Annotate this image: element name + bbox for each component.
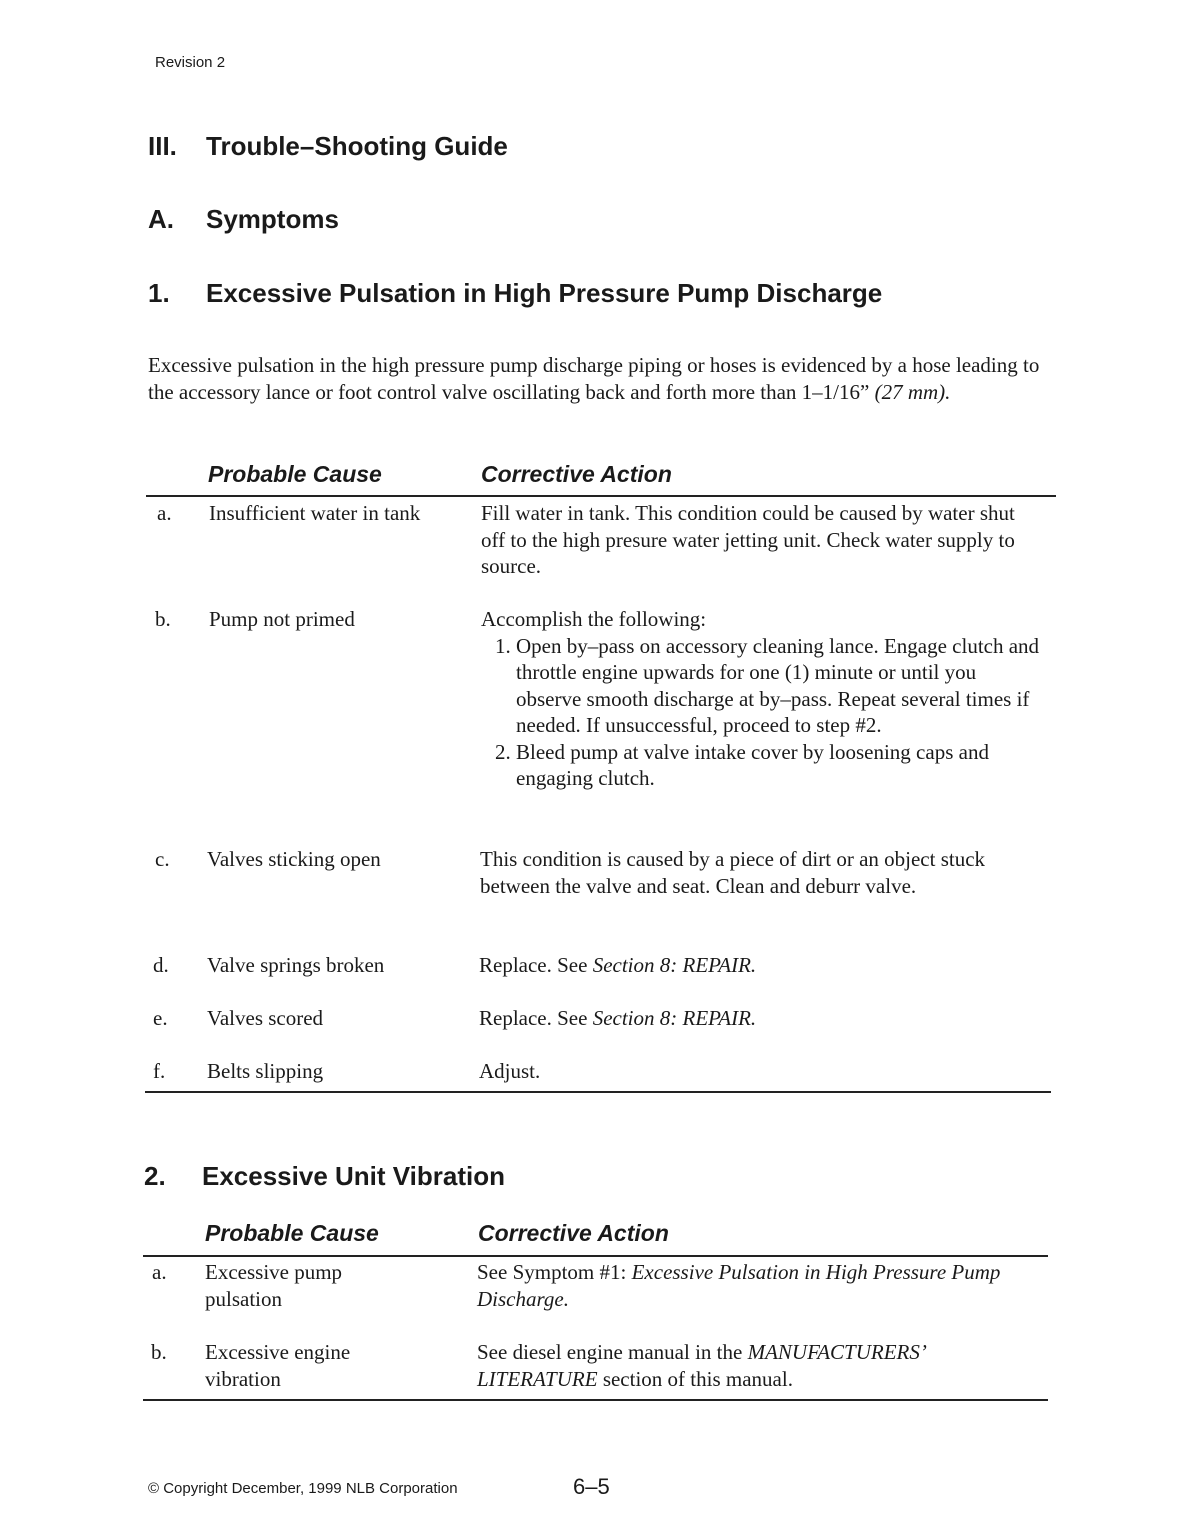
symptom1-row-f-cause: Belts slipping (207, 1059, 324, 1083)
symptom2-col-action-header: Corrective Action (478, 1220, 669, 1246)
section-title: Trouble–Shooting Guide (206, 131, 508, 161)
symptom2-row-a-cause: Excessive pump pulsation (205, 1260, 343, 1311)
symptom1-row-d-action-prefix: Replace. See (479, 953, 588, 977)
symptom1-row-f-action: Adjust. (479, 1059, 541, 1083)
symptom1-row-b-step-1: 1. Open by–pass on accessory cleaning lance. Engage clutch and throttle engine upwards for one (1) minute or until you observe smooth discharge at by–pass. Repeat several times if needed. If unsuccessful, proceed to step #2. (516, 633, 1041, 739)
symptom1-title: Excessive Pulsation in High Pressure Pump Discharge (206, 278, 883, 308)
symptom1-col-action-header: Corrective Action (481, 461, 672, 487)
symptom2-row-a-action (477, 1259, 1027, 1312)
symptom1-row-a-letter: a. (157, 501, 172, 525)
symptom2-row-a-action-ref: Excessive Pulsation in High Pressure Pump Discharge. (477, 1260, 1001, 1311)
symptom2-row-b-cause: Excessive engine vibration (205, 1340, 351, 1391)
symptom1-row-d-letter: d. (153, 953, 169, 977)
symptom1-number: 1. (148, 278, 170, 308)
symptom1-row-a-cause: Insufficient water in tank (209, 501, 421, 525)
symptom1-intro-text: Excessive pulsation in the high pressure pump discharge piping or hoses is evidenced by a hose leading to the accessory lance or foot control valve oscillating back and forth more than 1–1/16” (148, 353, 1040, 404)
symptom1-row-b-letter: b. (155, 607, 171, 631)
symptom1-row-e-action-ref: Section 8: REPAIR. (592, 1006, 757, 1030)
subsection-title: Symptoms (206, 204, 339, 234)
symptom1-header-rule (146, 495, 1056, 497)
symptom1-row-f-letter: f. (153, 1059, 166, 1083)
symptom2-bottom-rule (143, 1399, 1048, 1401)
symptom1-row-b-action (481, 606, 1041, 792)
symptom1-row-c-action: This condition is caused by a piece of dirt or an object stuck between the valve and seat. Clean and deburr valve. (480, 847, 986, 898)
symptom2-row-b-action (477, 1339, 1017, 1392)
symptom1-row-b-action-intro: Accomplish the following: (481, 607, 707, 631)
symptom2-title: Excessive Unit Vibration (202, 1161, 505, 1191)
symptom1-row-e-action (479, 1005, 1024, 1032)
symptom1-row-c-letter: c. (155, 847, 170, 871)
symptom1-intro-metric: (27 mm). (874, 380, 951, 404)
symptom1-bottom-rule (145, 1091, 1051, 1093)
symptom2-number: 2. (144, 1161, 166, 1191)
symptom1-row-c-cause: Valves sticking open (207, 847, 381, 871)
symptom1-row-b-steps (481, 633, 1041, 792)
symptom2-row-b-action-suffix: section of this manual. (602, 1366, 793, 1391)
symptom1-row-e-letter: e. (153, 1006, 168, 1030)
symptom2-row-a-action-prefix: See Symptom #1: (477, 1260, 627, 1284)
symptom1-row-b-cause: Pump not primed (209, 607, 355, 631)
symptom2-row-b-action-prefix: See diesel engine manual in the (477, 1340, 743, 1364)
footer-copyright: © Copyright December, 1999 NLB Corporation (148, 1480, 458, 1497)
section-heading (148, 131, 508, 162)
symptom2-heading (144, 1161, 505, 1192)
symptom1-row-e-cause: Valves scored (207, 1006, 324, 1030)
symptom1-heading (148, 278, 882, 309)
symptom1-row-a-action: Fill water in tank. This condition could be caused by water shut off to the high presure water jetting unit. Check water supply to source. (481, 501, 1015, 578)
symptom2-row-a-letter: a. (152, 1260, 167, 1284)
section-numeral: III. (148, 131, 177, 161)
symptom1-row-d-action-ref: Section 8: REPAIR. (592, 953, 757, 977)
symptom1-row-d-cause: Valve springs broken (207, 953, 385, 977)
symptom2-row-b-letter: b. (151, 1340, 167, 1364)
symptom2-header-rule (143, 1255, 1048, 1257)
symptom2-col-cause-header: Probable Cause (205, 1220, 379, 1246)
subsection-heading (148, 204, 339, 235)
symptom1-col-cause-header: Probable Cause (208, 461, 382, 487)
symptom1-row-e-action-prefix: Replace. See (479, 1006, 588, 1030)
symptom1-row-b-step-2: 2. Bleed pump at valve intake cover by loosening caps and engaging clutch. (516, 739, 1041, 792)
symptom1-intro (148, 352, 1058, 406)
symptom1-row-d-action (479, 952, 1024, 979)
page-number: 6–5 (573, 1474, 610, 1499)
symptom2-row-b-action-ref: MANUFACTURERS’ LITERATURE (477, 1340, 925, 1391)
subsection-letter: A. (148, 204, 174, 234)
revision-label: Revision 2 (155, 54, 226, 71)
